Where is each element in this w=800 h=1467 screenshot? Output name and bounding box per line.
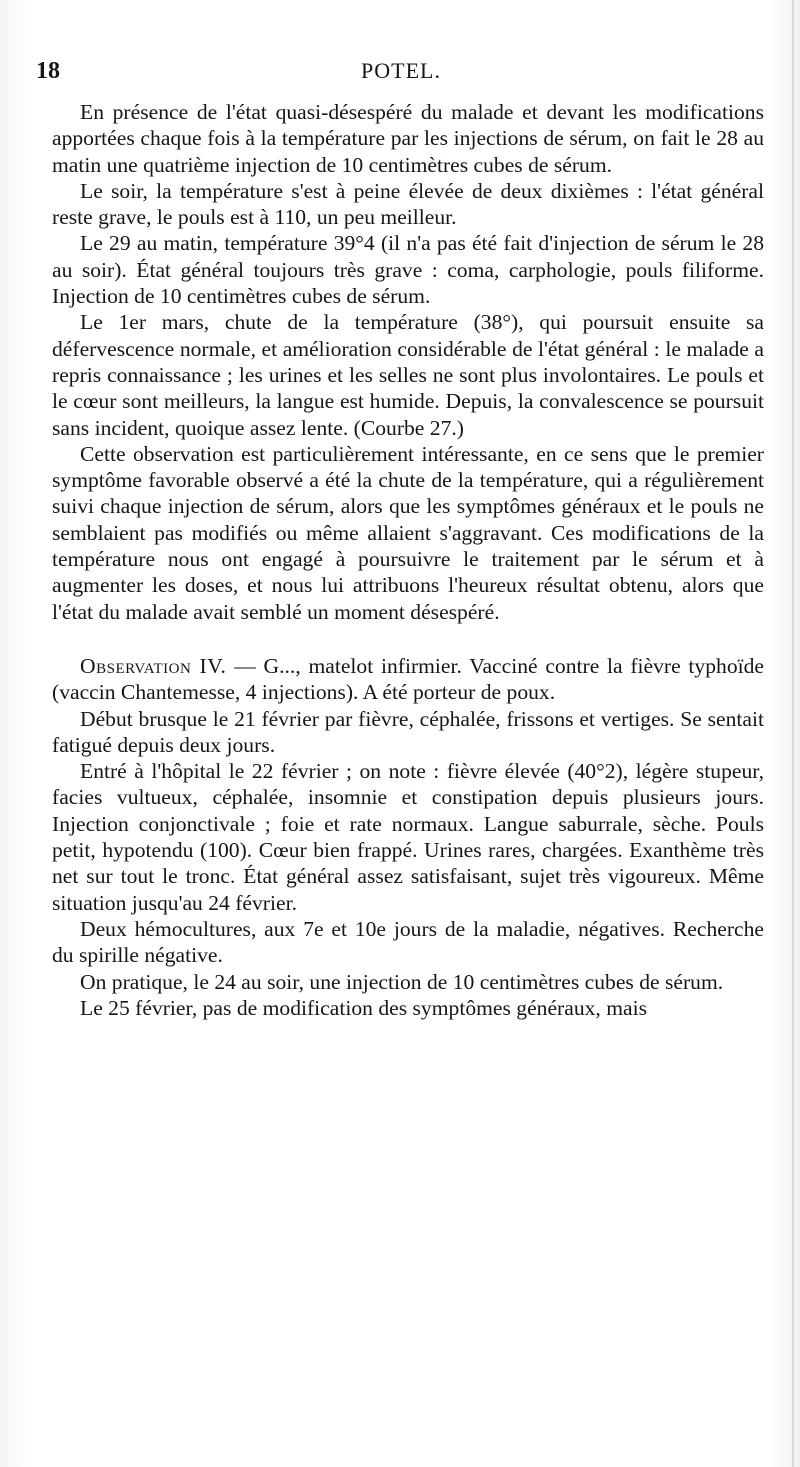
page-number: 18 [36,58,60,84]
observation-heading-paragraph [52,653,764,706]
running-title: POTEL. [361,58,441,83]
paragraph: Le 1er mars, chute de la température (38°), qui poursuit ensuite sa défervescence normale, et amélioration considérable de l'état général : le malade a repris connaissance ; les urines et les selles ne sont plus involontaires. Le pouls et le cœur sont meilleurs, la langue est humide. Depuis, la convalescence se poursuit sans incident, quoique assez lente. (Courbe 27.) [52,310,764,440]
paragraph: Deux hémocultures, aux 7e et 10e jours de la maladie, négatives. Recherche du spirille négative. [52,916,764,968]
page-header [36,58,766,88]
paragraph: Entré à l'hôpital le 22 février ; on note : fièvre élevée (40°2), légère stupeur, facies vultueux, céphalée, insomnie et constipation depuis plusieurs jours. Injection conjonctivale ; foie et rate normaux. Langue saburrale, sèche. Pouls petit, hypotendu (100). Cœur bien frappé. Urines rares, chargées. Exanthème très net sur tout le tronc. État général assez satisfaisant, sujet très vigoureux. Même situation jusqu'au 24 février. [52,759,764,915]
observation-intro: — G..., matelot infirmier. Vacciné contre la fièvre typhoïde (vaccin Chantemesse, 4 injections). A été porteur de poux. [52,653,764,705]
page-edge-shadow [792,0,794,1467]
body-text [52,99,764,1021]
paragraph: On pratique, le 24 au soir, une injection de 10 centimètres cubes de sérum. [80,969,724,994]
paragraph: Le 25 février, pas de modification des symptômes généraux, mais [80,995,648,1020]
paragraph: Le soir, la température s'est à peine élevée de deux dixièmes : l'état général reste grave, le pouls est à 110, un peu meilleur. [52,178,764,230]
paragraph: En présence de l'état quasi-désespéré du malade et devant les modifications apportées chaque fois à la température par les injections de sérum, on fait le 28 au matin une quatrième injection de 10 centimètres cubes de sérum. [52,100,764,177]
observation-label: Observation IV. [80,653,227,678]
paragraph: Début brusque le 21 février par fièvre, céphalée, frissons et vertiges. Se sentait fatigué depuis deux jours. [52,706,764,757]
paragraph: Cette observation est particulièrement intéressante, en ce sens que le premier symptôme favorable observé a été la chute de la température, qui a régulièrement suivi chaque injection de sérum, alors que les symptômes généraux et le pouls ne semblaient pas modifiés ou même allaient s'aggravant. Ces modifications de la température nous ont engagé à poursuivre le traitement par le sérum et à augmenter les doses, et nous lui attribuons l'heureux résultat obtenu, alors que l'état du malade avait semblé un moment désespéré. [52,441,764,624]
paragraph: Le 29 au matin, température 39°4 (il n'a pas été fait d'injection de sérum le 28 au soir). État général toujours très grave : coma, carphologie, pouls filiforme. Injection de 10 centimètres cubes de sérum. [52,231,764,309]
